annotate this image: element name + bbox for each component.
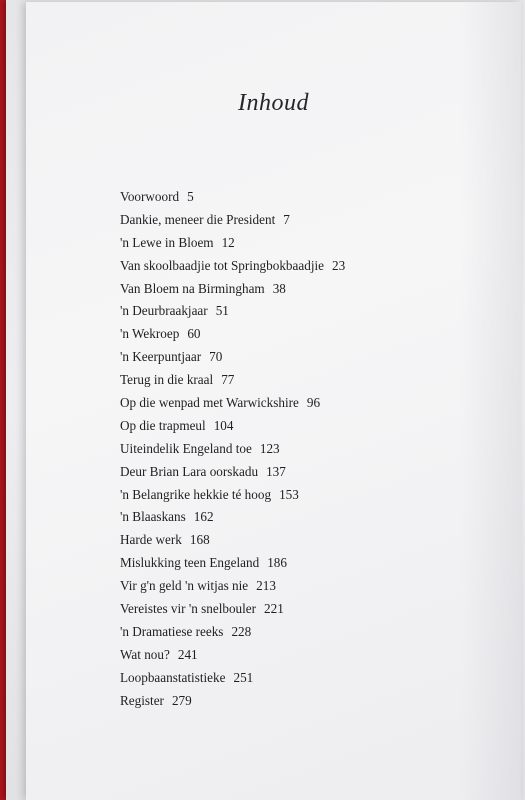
toc-entry-title: Van skoolbaadjie tot Springbokbaadjie bbox=[120, 257, 324, 273]
toc-entry bbox=[120, 438, 345, 461]
toc-entry bbox=[120, 300, 345, 323]
toc-entry-page: 228 bbox=[231, 623, 252, 639]
toc-entry-page: 186 bbox=[267, 555, 287, 571]
toc-entry-page: 251 bbox=[233, 669, 254, 685]
toc-entry-title: Voorwoord bbox=[120, 189, 180, 204]
page-title: Inhoud bbox=[238, 90, 309, 116]
toc-entry bbox=[120, 232, 345, 255]
toc-entry-page: 162 bbox=[193, 509, 214, 525]
toc-entry bbox=[120, 461, 345, 484]
toc-entry-title: Uiteindelik Engeland toe bbox=[120, 440, 252, 456]
toc-list bbox=[120, 186, 345, 712]
toc-entry bbox=[120, 209, 345, 232]
toc-entry-title: Op die wenpad met Warwickshire bbox=[120, 395, 299, 411]
toc-entry-title: Vir g'n geld 'n witjas nie bbox=[120, 578, 249, 594]
toc-entry-page: 7 bbox=[283, 211, 290, 227]
toc-entry bbox=[120, 186, 345, 209]
toc-entry-page: 51 bbox=[215, 303, 229, 319]
toc-entry-title: 'n Belangrike hekkie té hoog bbox=[120, 486, 272, 502]
toc-entry bbox=[120, 484, 345, 507]
toc-entry-page: 153 bbox=[279, 486, 299, 502]
toc-entry-title: Vereistes vir 'n snelbouler bbox=[120, 601, 257, 617]
toc-entry-title: Harde werk bbox=[120, 532, 182, 548]
toc-entry-page: 137 bbox=[266, 463, 286, 479]
toc-entry-title: 'n Deurbraakjaar bbox=[120, 303, 208, 319]
toc-entry bbox=[120, 529, 345, 552]
toc-entry bbox=[120, 690, 345, 713]
toc-entry-page: 23 bbox=[332, 257, 346, 273]
toc-entry bbox=[120, 323, 345, 346]
toc-entry-page: 279 bbox=[171, 692, 192, 708]
toc-entry bbox=[120, 369, 345, 392]
toc-entry-title: Terug in die kraal bbox=[120, 372, 214, 388]
toc-entry-page: 60 bbox=[187, 326, 201, 342]
toc-entry bbox=[120, 278, 345, 301]
toc-entry-page: 241 bbox=[177, 646, 198, 662]
toc-entry bbox=[120, 667, 345, 690]
toc-entry-title: 'n Wekroep bbox=[120, 326, 180, 342]
toc-entry-page: 12 bbox=[221, 234, 235, 250]
toc-entry-title: 'n Blaaskans bbox=[120, 509, 186, 525]
toc-entry-title: Van Bloem na Birmingham bbox=[120, 280, 265, 296]
toc-entry-title: Dankie, meneer die President bbox=[120, 211, 276, 227]
toc-entry bbox=[120, 255, 345, 278]
toc-entry-title: Deur Brian Lara oorskadu bbox=[120, 463, 259, 479]
toc-entry-title: Op die trapmeul bbox=[120, 417, 206, 433]
toc-entry-page: 221 bbox=[264, 601, 284, 617]
toc-entry-page: 38 bbox=[272, 280, 286, 296]
toc-entry bbox=[120, 346, 345, 369]
toc-entry-page: 213 bbox=[256, 578, 276, 594]
toc-entry bbox=[120, 552, 345, 575]
contents-page bbox=[26, 2, 521, 800]
toc-entry bbox=[120, 575, 345, 598]
toc-entry bbox=[120, 392, 345, 415]
toc-entry-title: Register bbox=[120, 692, 164, 708]
toc-entry-page: 168 bbox=[189, 532, 210, 548]
toc-entry bbox=[120, 415, 345, 438]
toc-entry-page: 123 bbox=[259, 440, 280, 456]
toc-entry-title: Mislukking teen Engeland bbox=[120, 555, 260, 571]
toc-entry bbox=[120, 506, 345, 529]
toc-entry-title: Wat nou? bbox=[120, 646, 170, 662]
toc-entry bbox=[120, 644, 345, 667]
toc-entry-page: 96 bbox=[306, 395, 321, 411]
toc-entry-title: Loopbaanstatistieke bbox=[120, 669, 226, 685]
toc-entry-page: 5 bbox=[187, 189, 194, 204]
toc-entry-page: 77 bbox=[221, 372, 235, 388]
toc-entry-page: 70 bbox=[209, 349, 223, 365]
toc-entry-title: 'n Dramatiese reeks bbox=[120, 623, 224, 639]
toc-entry-page: 104 bbox=[213, 417, 234, 433]
toc-entry bbox=[120, 621, 345, 644]
toc-entry bbox=[120, 598, 345, 621]
toc-entry-title: 'n Keerpuntjaar bbox=[120, 349, 202, 365]
toc-entry-title: 'n Lewe in Bloem bbox=[120, 234, 214, 250]
